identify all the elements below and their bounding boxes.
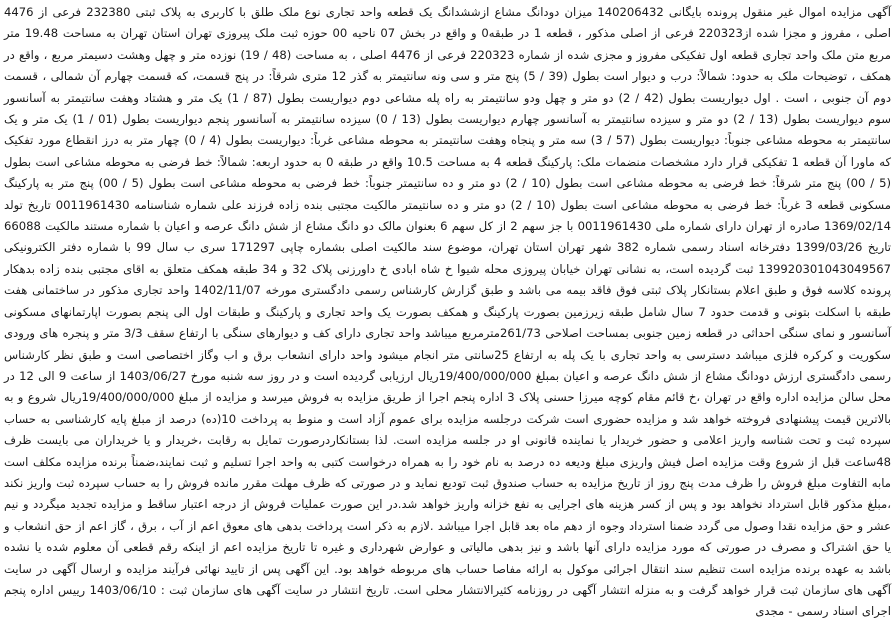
notice-body: آگهی مزایده اموال غیر منقول پرونده بایگانی 140206432 میزان دودانگ مشاع ازششدانگ یک قطعه واحد تجاری نوع ملک طلق با کاربری به پلاک ثبتی 232380 فرعی از 4476 اصلی ، مفروز و مجزا شده از220323 فرعی از اصلی مذکور ، قطعه 1 در طبقه0 و واقع در بخش 07 ناحیه 00 حوزه ثبت ملک پیروزی تهران استان تهران به مساحت 19.48 متر مربع متن ملک واحد تجاری قطعه اول تفکیکی مفروز و مجزی شده از شماره 220323 فرعی از 4476 اصلی ، به مساحت (48 / 19) نوزده متر و چهل وهشت دسیمتر مربع ، واقع در همکف ، توضیحات ملک به حدود: شمالاً: درب و دیوار است بطول (39 / 5) پنج متر و سی ونه سانتیمتر به گذر 12 متری شرقاً: در پنج قسمت، که قسمت چهارم آن شمالی ، قسمت دوم آن جنوبی ، است . اول دیواریست بطول (42 / 2) دو متر و چهل ودو سانتیمتر به راه پله مشاعی دوم دیواریست بطول (87 / 1) یک متر و هشتاد وهفت سانتیمتر به آسانسور سوم دیواریست بطول (13 / 2) دو متر و سیزده سانتیمتر به آسانسور چهارم دیواریست بطول (13 / 0) سیزده سانتیمتر به آسانسور پنجم دیواریست بطول (01 / 1) یک متر و یک سانتیمتر به محوطه مشاعی جنوباً: دیواریست بطول (57 / 3) سه متر و پنجاه وهفت سانتیمتر به محوطه مشاعی غرباً: دیواریست بطول (4 / 0) چهار متر به درز انقطاع مورد تفکیک که ماورا آن قطعه 1 تفکیکی قرار دارد مشخصات منضمات ملک: پارکینگ قطعه 4 به مساحت 10.5 واقع در طبقه 0 به حدود اربعه: شمالاً: خط فرضی به محوطه مشاعی است بطول (5 / 00) پنج متر شرقاً: خط فرضی به محوطه مشاعی است بطول (10 / 2) دو متر و ده سانتیمتر جنوباً: خط فرضی به محوطه مشاعی است بطول (5 / 00) پنج متر به پارکینگ مسکونی قطعه 3 غرباً: خط فرضی به محوطه مشاعی است بطول (10 / 2) دو متر و ده سانتیمتر مالکیت مجتبی بنده زاده فرزند علی شماره شناسنامه 0011961430 تاریخ تولد 1369/02/14 صادره از تهران دارای شماره ملی 0011961430 با جز سهم 2 از کل سهم 6 بعنوان مالک دو دانگ مشاع از شش دانگ عرصه و اعیان با شماره مستند مالکیت 66088 تاریخ 1399/03/26 دفترخانه اسناد رسمی شماره 382 شهر تهران استان تهران، موضوع سند مالکیت اصلی بشماره چاپی 171297 سری ب سال 99 با شماره دفتر الکترونیکی 139920301043049567 ثبت گردیده است، به نشانی تهران خیابان پیروزی محله شیوا خ شاه ابادی خ داورزنی پلاک 32 و 34 طبقه همکف متعلق به اقای مجتبی بنده زاده بدهکار پرونده کلاسه فوق و طبق اعلام بستانکار پلاک ثبتی فوق فاقد بیمه می باشد و طبق گزارش کارشناس رسمی دادگستری مورخه 1402/11/07 واحد تجاری مذکور در ساختمانی هفت طبقه با اسکلت بتونی و قدمت حدود 7 سال شامل طبقه زیرزمین بصورت پارکینگ و همکف بصورت یک واحد تجاری و پارکینگ و طبقات اول الی پنجم بصورت اپارتمانهای مسکونی آسانسور و نمای سنگی احداثی در قطعه زمین جنوبی بمساحت اصلاحی 261/73مترمربع میباشد واحد تجاری دارای کف و دیوارهای سنگی با ارتفاع سقف 3/3 متر و پنجره های ورودی سکوریت و کرکره فلزی میباشد دسترسی به واحد تجاری با یک پله به ارتفاع 25سانتی متر انجام میشود واحد دارای انشعاب برق و اب وگاز اختصاصی است و طبق نظر کارشناس رسمی دادگستری ارزش دودانگ مشاع از شش دانگ عرصه و اعیان بمبلغ 19/400/000/000ریال ارزیابی گردیده است و در روز سه شنبه مورخ 1403/06/27 از ساعت 9 الی 12 در محل سالن مزایده اداره واقع در تهران ،خ قائم مقام کوچه میرزا حسنی پلاک 3 اداره پنجم اجرا از طریق مزایده به فروش میرسد و مزایده از مبلغ 19/400/000/000ریال شروع و به بالاترین قیمت پیشنهادی فروخته خواهد شد و مزایده حضوری است شرکت درجلسه مزایده برای عموم آزاد است و منوط به پرداخت 10(ده) درصد از مبلغ پایه کارشناسی به حساب سپرده ثبت و تحت شناسه واریز اعلامی و حضور خریدار یا نماینده قانونی او در جلسه مزایده است. لذا بستانکاردرصورت تمایل به رقابت ،خریدار و یا خریداران می بایست ظرف 48ساعت قبل از شروع وقت مزایده اصل فیش واریزی مبلغ ودیعه ده درصد به نام خود را به همراه درخواست کتبی به واحد اجرا تسلیم و ثبت نمایند،ضمناً برنده مزایده مکلف است مابه التفاوت مبلغ فروش را ظرف مدت پنج روز از تاریخ مزایده به حساب صندوق ثبت تودیع نماید و در صورتی که ظرف مهلت مقرر مانده فروش را به حساب سپرده ثبت واریز نکند ،مبلغ مذکور قابل استرداد نخواهد بود و پس از کسر هزینه های اجرایی به نفع خزانه واریز خواهد شد.در این صورت عملیات فروش از درجه اعتبار ساقط و مزایده تجدید میگردد و نیم عشر و حق مزایده نقدا وصول می گردد ضمنا استرداد وجوه از دهم ماه بعد قابل اجرا میباشد .لازم به ذکر است پرداخت بدهی های معوق اعم از آب ، برق ، گاز اعم از حق انشعاب و یا حق اشتراک و مصرف در صورتی که مورد مزایده دارای آنها باشد و نیز بدهی مالیاتی و عوارض شهرداری و غیره تا تاریخ مزایده اعم از اینکه رقم قطعی آن معلوم شده یا نشده باشد به عهده برنده مزایده است تنظیم سند انتقال اجرائی موکول به ارائه مفاصا حساب های مربوطه خواهد بود. این آگهی پس از تایید نهائی فرآیند مزایده و ارسال آگهی در سایت آگهی های سازمان ثبت قرار خواهد گرفت و به منزله انتشار آگهی در روزنامه کثیرالانتشار محلی است. تاریخ انتشار در سایت آگهی های سازمان ثبت : 1403/06/10 رییس اداره پنجم اجرای اسناد رسمی - مجدی [4, 5, 892, 619]
